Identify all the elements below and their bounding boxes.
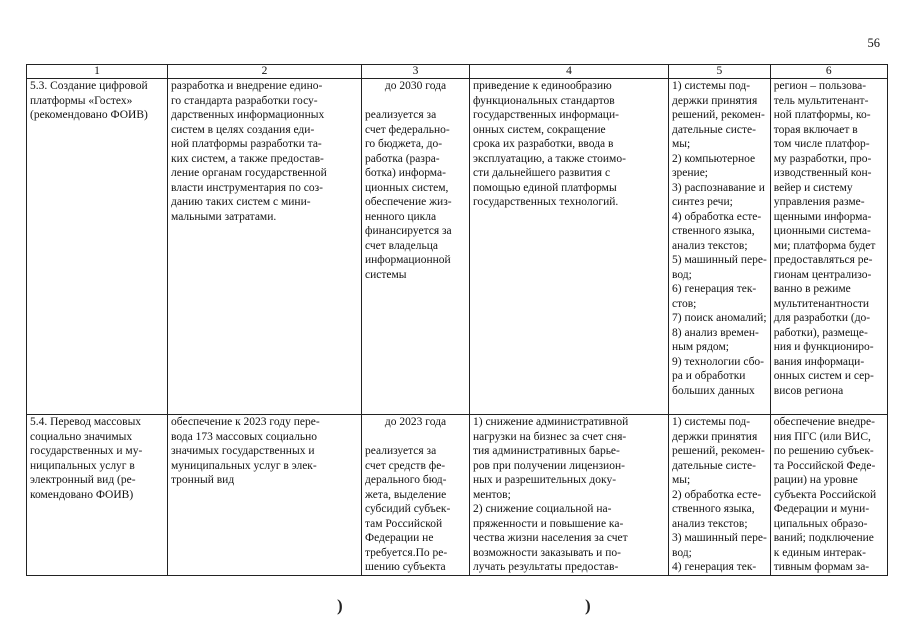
text-line: реализуется за bbox=[365, 109, 437, 121]
text-line: решений, рекомен- bbox=[672, 109, 765, 121]
text-line: ление органам государственной bbox=[171, 167, 327, 179]
text-line: вод; bbox=[672, 546, 692, 559]
text-line: мультитенантности bbox=[773, 297, 870, 310]
text-line: приведение к единообразию bbox=[473, 80, 612, 92]
text-line: финансируется за bbox=[365, 225, 452, 237]
text-line: анализ текстов; bbox=[672, 517, 748, 530]
text-line: государственных информаци- bbox=[473, 109, 619, 121]
text-line: ционных систем, bbox=[365, 181, 449, 194]
text-line: информационной bbox=[365, 254, 451, 266]
text-line: ственного языка, bbox=[672, 225, 755, 237]
page-number: 56 bbox=[867, 36, 880, 50]
text-line: ваний; подключение bbox=[773, 532, 874, 544]
text-line: эксплуатацию, а также стоимо- bbox=[473, 152, 626, 165]
text-line: 7) поиск аномалий; bbox=[672, 312, 767, 324]
text-line: 5.3. Создание цифровой bbox=[30, 80, 148, 92]
table-header-row bbox=[27, 65, 888, 79]
text-line: чества жизни населения за счет bbox=[473, 532, 628, 544]
text-line: стов; bbox=[672, 297, 697, 310]
text-line: реализуется за bbox=[365, 445, 437, 457]
text-line: больших данных bbox=[672, 384, 755, 397]
text-line: разработка и внедрение едино- bbox=[171, 80, 323, 92]
text-line: 2) компьютерное bbox=[672, 152, 756, 165]
text-line: 5.4. Перевод массовых bbox=[30, 416, 142, 428]
regional-role-cell bbox=[770, 79, 887, 415]
deadline-funding-cell bbox=[362, 415, 470, 576]
text-line: ных и разрешительных доку- bbox=[473, 474, 617, 486]
text-line: ких систем, а также предостав- bbox=[171, 152, 324, 165]
text-line: тивным формам за- bbox=[773, 561, 870, 573]
text-line: гионам централизо- bbox=[773, 268, 872, 281]
text-line: 5) машинный пере- bbox=[672, 254, 767, 266]
measure-name-cell bbox=[27, 415, 168, 576]
text-line: дательные систе- bbox=[672, 459, 756, 472]
text-line: 6) генерация тек- bbox=[672, 283, 757, 295]
text-line: ной платформы разработки та- bbox=[171, 138, 322, 150]
column-number-5: 5 bbox=[669, 65, 771, 79]
text-line: 8) анализ времен- bbox=[672, 326, 759, 339]
text-line: муниципальных услуг в элек- bbox=[171, 459, 317, 472]
text-line: ванно в режиме bbox=[773, 283, 851, 295]
text-line: систем в целях создания еди- bbox=[171, 123, 315, 136]
expected-result-cell bbox=[470, 415, 669, 576]
text-line: тель мультитенант- bbox=[773, 94, 869, 107]
expected-result-cell bbox=[470, 79, 669, 415]
text-line: нагрузки на бизнес за счет сня- bbox=[473, 430, 627, 443]
text-line: ментов; bbox=[473, 488, 511, 501]
text-line: данию таких систем с мини- bbox=[171, 196, 311, 208]
text-line: обеспечение внедре- bbox=[773, 416, 875, 428]
text-line: платформы «Гостех» bbox=[30, 94, 133, 107]
text-line: 4) генерация тек- bbox=[672, 561, 757, 573]
table-row bbox=[27, 415, 888, 576]
pen-mark: ) bbox=[337, 596, 343, 615]
text-line: том числе платфор- bbox=[773, 138, 870, 150]
text-line: там Российской bbox=[365, 517, 443, 530]
text-line: для разработки (до- bbox=[773, 312, 871, 324]
text-line: висов региона bbox=[773, 384, 844, 397]
text-line: обеспечение к 2023 году пере- bbox=[171, 416, 320, 428]
text-line: онных систем, сокращение bbox=[473, 123, 606, 136]
text-line: го стандарта разработки госу- bbox=[171, 94, 318, 107]
text-line: ров при получении лицензион- bbox=[473, 459, 625, 472]
text-line: ненного цикла bbox=[365, 210, 437, 223]
text-line: 2) снижение социальной на- bbox=[473, 503, 612, 515]
text-line: та Российской Феде- bbox=[773, 459, 876, 472]
text-line: системы bbox=[365, 268, 407, 281]
text-line: ционными система- bbox=[773, 225, 871, 237]
text-line: 2) обработка есте- bbox=[672, 488, 762, 501]
document-table bbox=[26, 64, 888, 576]
deadline-text: до 2023 года bbox=[384, 416, 447, 428]
text-line: возможности заказывать и по- bbox=[473, 546, 621, 559]
text-line: по решению субъек- bbox=[773, 445, 874, 457]
text-line: функциональных стандартов bbox=[473, 94, 615, 107]
text-line: ципальных образо- bbox=[773, 517, 868, 530]
column-number-4: 4 bbox=[470, 65, 669, 79]
text-line: значимых государственных и bbox=[171, 445, 315, 457]
column-number-1: 1 bbox=[27, 65, 168, 79]
text-line: му разработки, про- bbox=[773, 152, 872, 165]
text-line: работка (разра- bbox=[365, 152, 440, 165]
text-line: власти инструментария по соз- bbox=[171, 181, 323, 194]
text-line: тия административных барье- bbox=[473, 445, 620, 457]
text-line: вейер и систему bbox=[773, 181, 853, 194]
deadline-funding-cell bbox=[362, 79, 470, 415]
column-number-2: 2 bbox=[168, 65, 362, 79]
text-line: 1) системы под- bbox=[672, 80, 751, 92]
text-line: государственных и му- bbox=[30, 445, 143, 457]
text-line: счет федерально- bbox=[365, 123, 450, 136]
text-line: торая включает в bbox=[773, 123, 858, 136]
text-line: комендовано ФОИВ) bbox=[30, 488, 134, 501]
funding-text bbox=[365, 108, 466, 282]
text-line: анализ текстов; bbox=[672, 239, 748, 252]
text-line: регион – пользова- bbox=[773, 80, 867, 92]
text-line: (рекомендовано ФОИВ) bbox=[30, 109, 148, 121]
text-line: вания информаци- bbox=[773, 355, 865, 368]
text-line: ния и функциониро- bbox=[773, 341, 874, 353]
text-line: срока их разработки, ввода в bbox=[473, 138, 614, 150]
technology-list-cell bbox=[669, 415, 771, 576]
text-line: шению субъекта bbox=[365, 561, 446, 573]
text-line: держки принятия bbox=[672, 94, 758, 107]
text-line: синтез речи; bbox=[672, 196, 733, 208]
text-line: мы; bbox=[672, 138, 691, 150]
deadline-text: до 2030 года bbox=[384, 80, 447, 92]
text-line: держки принятия bbox=[672, 430, 758, 443]
technology-list-cell bbox=[669, 79, 771, 415]
text-line: предоставляться ре- bbox=[773, 254, 873, 266]
regional-role-cell bbox=[770, 415, 887, 576]
text-line: к единым интерак- bbox=[773, 546, 866, 559]
text-line: жета, выделение bbox=[365, 488, 447, 501]
text-line: зрение; bbox=[672, 167, 709, 179]
text-line: рации) на уровне bbox=[773, 474, 858, 486]
funding-text bbox=[365, 444, 466, 575]
column-number-6: 6 bbox=[770, 65, 887, 79]
text-line: лучать результаты предостав- bbox=[473, 561, 619, 573]
text-line: го бюджета, до- bbox=[365, 138, 443, 150]
text-line: мы; bbox=[672, 474, 691, 486]
text-line: ми; платформа будет bbox=[773, 239, 876, 252]
text-line: 3) машинный пере- bbox=[672, 532, 767, 544]
text-line: Федерации и муни- bbox=[773, 503, 870, 515]
pen-mark: ) bbox=[585, 596, 591, 615]
text-line: дательные систе- bbox=[672, 123, 756, 136]
text-line: ния ПГС (или ВИС, bbox=[773, 430, 871, 443]
text-line: электронный вид (ре- bbox=[30, 474, 136, 486]
text-line: помощью единой платформы bbox=[473, 181, 617, 194]
text-line: вода 173 массовых социально bbox=[171, 430, 318, 443]
text-line: 3) распознавание и bbox=[672, 181, 765, 194]
text-line: ственного языка, bbox=[672, 503, 755, 515]
text-line: государственных технологий. bbox=[473, 196, 619, 208]
measure-description-cell bbox=[168, 415, 362, 576]
text-line: пряженности и повышение ка- bbox=[473, 517, 624, 530]
text-line: 9) технологии сбо- bbox=[672, 355, 764, 368]
text-line: субсидий субъек- bbox=[365, 503, 451, 515]
text-line: мальными затратами. bbox=[171, 210, 277, 223]
measure-description-cell bbox=[168, 79, 362, 415]
text-line: ным рядом; bbox=[672, 341, 729, 353]
text-line: ной платформы, ко- bbox=[773, 109, 871, 121]
text-line: счет средств фе- bbox=[365, 459, 446, 472]
text-line: ниципальных услуг в bbox=[30, 459, 135, 472]
table-row bbox=[27, 79, 888, 415]
text-line: изводственный кон- bbox=[773, 167, 872, 179]
text-line: 1) снижение административной bbox=[473, 416, 629, 428]
text-line: тронный вид bbox=[171, 474, 235, 486]
measure-name-cell bbox=[27, 79, 168, 415]
column-number-3: 3 bbox=[362, 65, 470, 79]
text-line: дерального бюд- bbox=[365, 474, 447, 486]
text-line: счет владельца bbox=[365, 239, 438, 252]
text-line: ра и обработки bbox=[672, 370, 746, 382]
text-line: Федерации не bbox=[365, 532, 434, 544]
text-line: обеспечение жиз- bbox=[365, 196, 452, 208]
text-line: 4) обработка есте- bbox=[672, 210, 762, 223]
text-line: субъекта Российской bbox=[773, 488, 877, 501]
text-line: требуется.По ре- bbox=[365, 546, 448, 559]
text-line: работки), размеще- bbox=[773, 326, 868, 339]
text-line: социально значимых bbox=[30, 430, 133, 443]
text-line: решений, рекомен- bbox=[672, 445, 765, 457]
text-line: щенными информа- bbox=[773, 210, 872, 223]
text-line: управления разме- bbox=[773, 196, 865, 208]
text-line: ботка) информа- bbox=[365, 167, 446, 179]
text-line: вод; bbox=[672, 268, 692, 281]
text-line: сти дальнейшего развития с bbox=[473, 167, 611, 179]
text-line: 1) системы под- bbox=[672, 416, 751, 428]
text-line: дарственных информационных bbox=[171, 109, 325, 121]
text-line: онных систем и сер- bbox=[773, 370, 874, 382]
